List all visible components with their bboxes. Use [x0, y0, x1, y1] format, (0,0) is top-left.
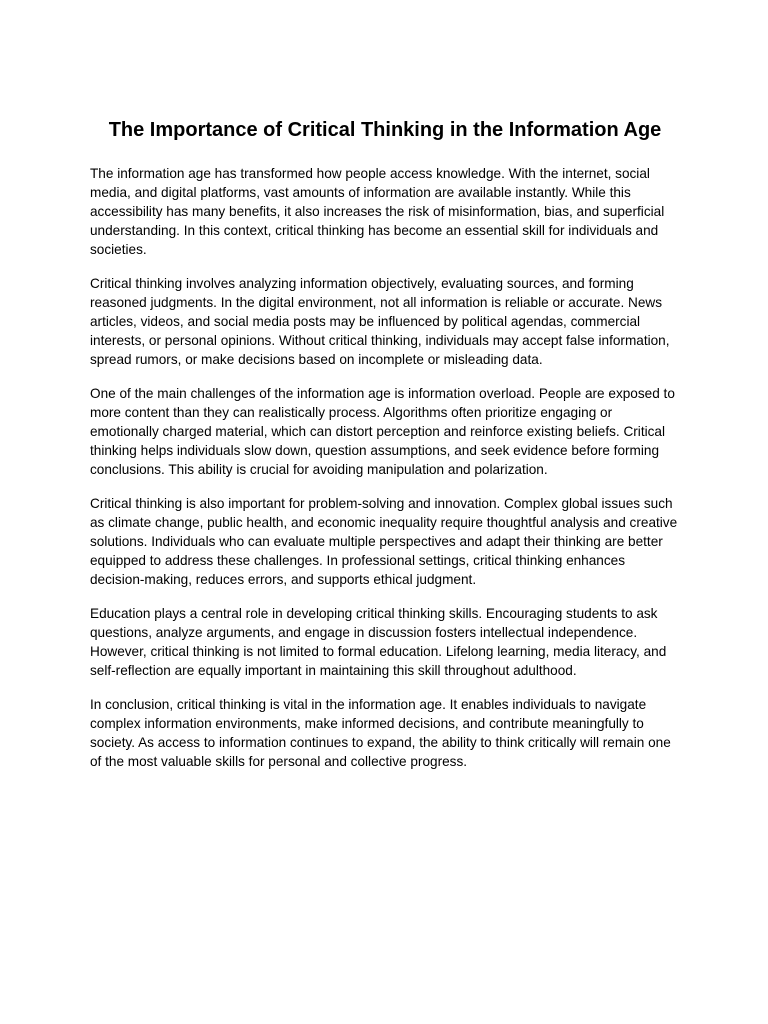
document-title: The Importance of Critical Thinking in the Information Age	[108, 119, 662, 141]
paragraph-information-overload: One of the main challenges of the information age is information overload. People are exposed to more content than they can realistically process. Algorithms often prioritize engaging or emotionally charged material, which can distort perception and reinforce existing beliefs. Critical thinking helps individuals slow down, question assumptions, and seek evidence before forming conclusions. This ability is crucial for avoiding manipulation and polarization.	[90, 386, 675, 477]
document-page	[90, 116, 680, 786]
paragraph-problem-solving: Critical thinking is also important for problem-solving and innovation. Complex global issues such as climate change, public health, and economic inequality require thoughtful analysis and creative solutions. Individuals who can evaluate multiple perspectives and adapt their thinking are better equipped to address these challenges. In professional settings, critical thinking enhances decision-making, reduces errors, and supports ethical judgment.	[90, 496, 678, 587]
paragraph-intro: The information age has transformed how people access knowledge. With the internet, social media, and digital platforms, vast amounts of information are available instantly. While this accessibility has many benefits, it also increases the risk of misinformation, bias, and superficial understanding. In this context, critical thinking has become an essential skill for individuals and societies.	[90, 166, 665, 257]
paragraph-education: Education plays a central role in developing critical thinking skills. Encouraging students to ask questions, analyze arguments, and engage in discussion fosters intellectual independence. However, critical thinking is not limited to formal education. Lifelong learning, media literacy, and self-reflection are equally important in maintaining this skill throughout adulthood.	[90, 606, 667, 678]
paragraph-definition: Critical thinking involves analyzing information objectively, evaluating sources, and forming reasoned judgments. In the digital environment, not all information is reliable or accurate. News articles, videos, and social media posts may be influenced by political agendas, commercial interests, or personal opinions. Without critical thinking, individuals may accept false information, spread rumors, or make decisions based on incomplete or misleading data.	[90, 276, 670, 367]
paragraph-conclusion: In conclusion, critical thinking is vital in the information age. It enables individuals to navigate complex information environments, make informed decisions, and contribute meaningfully to society. As access to information continues to expand, the ability to think critically will remain one of the most valuable skills for personal and collective progress.	[90, 697, 671, 769]
